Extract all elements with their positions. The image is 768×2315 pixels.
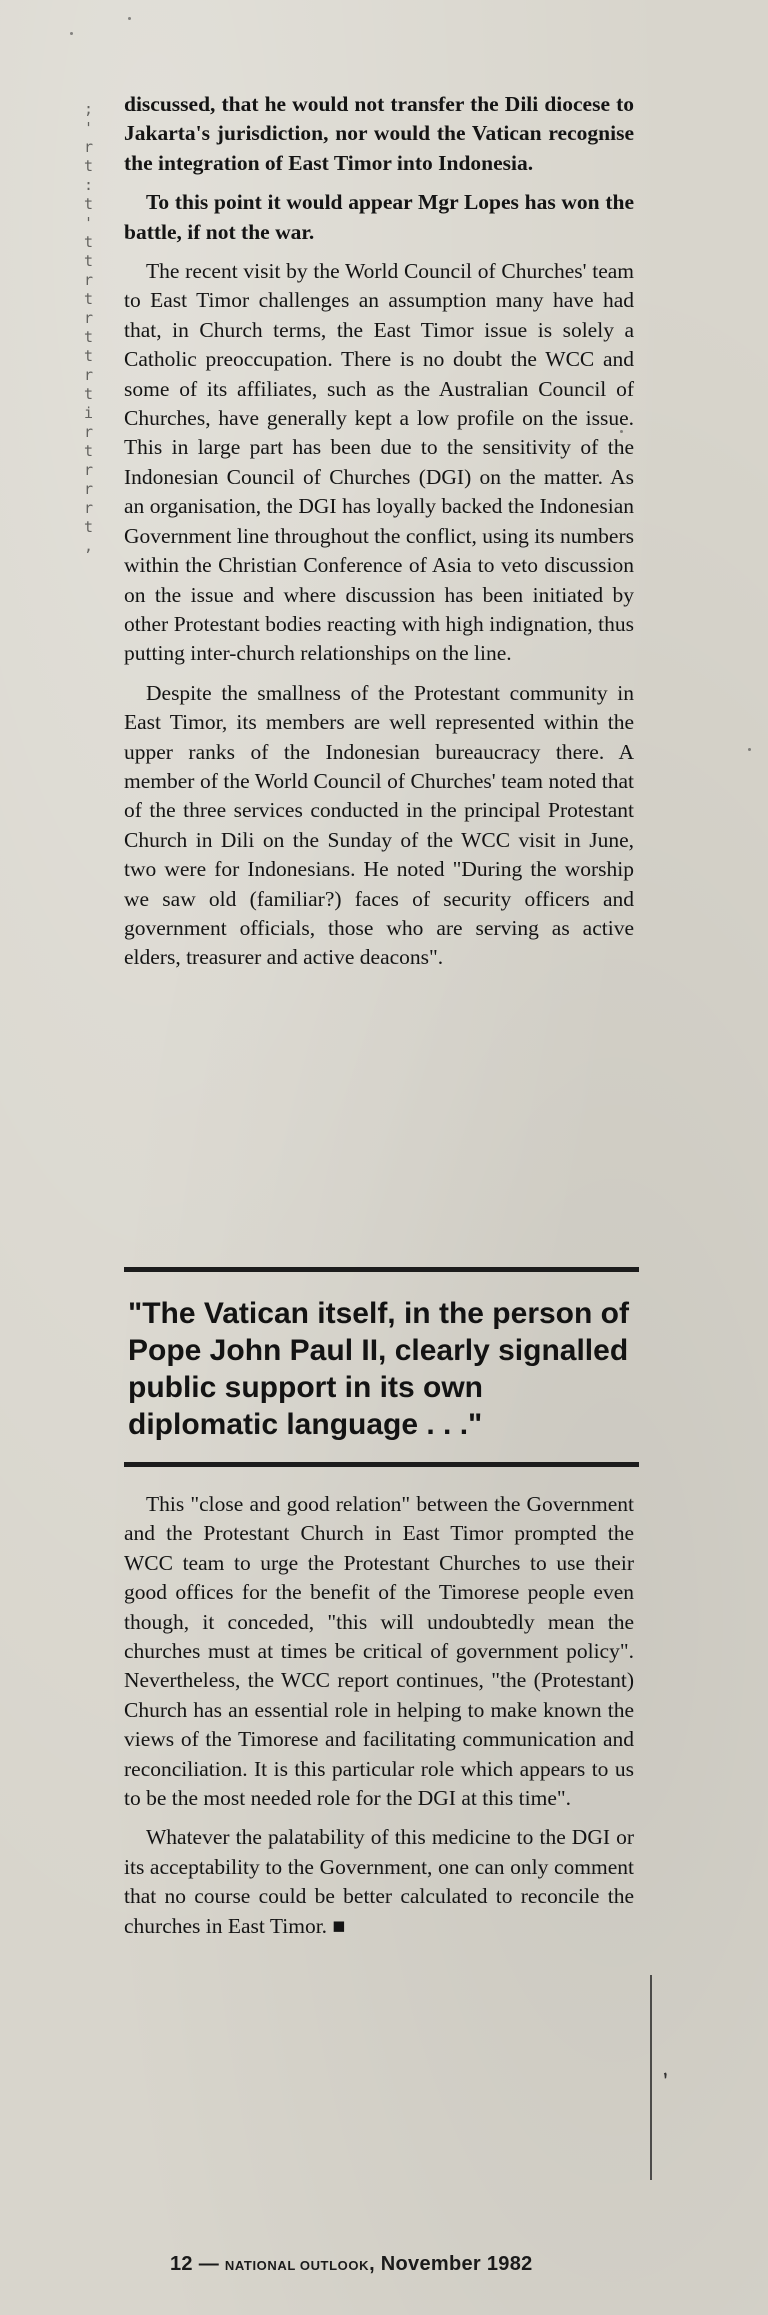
print-speck (620, 430, 623, 433)
paragraph-close-relation: This "close and good relation" between the Government and the Protestant Church in East Timor prompted the WCC team to urge the Protestant Churches to use their good offices for the benefit of the Timorese people even though, it conceded, "this will undoubtedly mean the churches must at times be critical of government policy". Nevertheless, the WCC report continues, "the (Protestant) Church has an essential role in helping to make known the views of the Timorese and facilitating communication and reconciliation. It is this particular role which appears to us to be the most needed role for the DGI at this time". (124, 1492, 634, 1811)
print-speck (70, 32, 73, 35)
paragraph-conclusion-text: Whatever the palatability of this medicine to the DGI or its acceptability to the Government, one can only comment that no course could be better calculated to reconcile the churches in East Timor. (124, 1825, 634, 1938)
footer-separator: — (198, 2253, 220, 2275)
page-footer: 12 — NATIONAL OUTLOOK, November 1982 (170, 2253, 533, 2275)
publication-name: NATIONAL OUTLOOK (224, 2258, 370, 2273)
paragraph-conclusion (124, 1823, 634, 1941)
article-column-bottom (124, 1490, 634, 1951)
issue-date: November 1982 (380, 2253, 533, 2275)
print-speck (128, 17, 131, 20)
page-number: 12 (170, 2253, 193, 2275)
end-mark: ■ (332, 1913, 346, 1938)
pullquote-rule-top (124, 1267, 639, 1272)
paragraph-mgr-lopes: To this point it would appear Mgr Lopes has won the battle, if not the war. (124, 190, 634, 244)
paragraph-protestant-community: Despite the smallness of the Protestant community in East Timor, its members are well represented within the upper ranks of the Indonesian bureaucracy there. A member of the World Council of Churches' team noted that of the three services conducted in the principal Protestant Church in Dili on the Sunday of the WCC visit in June, two were for Indonesians. He noted "During the worship we saw old (familiar?) faces of security officers and government officials, those who are serving as active elders, treasurer and active deacons". (124, 680, 634, 970)
pull-quote: "The Vatican itself, in the person of Pope John Paul II, clearly signalled public support in its own diplomatic language . . ." (128, 1297, 629, 1441)
paragraph-opening: discussed, that he would not transfer the Dili diocese to Jakarta's jurisdiction, nor would the Vatican recognise the integration of East Timor into Indonesia. (124, 92, 634, 175)
pullquote-rule-bottom (124, 1462, 639, 1467)
gutter-print-marks: ; ' r t : t ' t t r t r t t r t i r t r r r t , (84, 100, 94, 555)
paragraph-wcc-visit: The recent visit by the World Council of Churches' team to East Timor challenges an assumption many have had that, in Church terms, the East Timor issue is solely a Catholic preoccupation. There is no doubt the WCC and some of its affiliates, such as the Australian Council of Churches, have generally kept a low profile on the issue. This in large part has been due to the sensitivity of the Indonesian Council of Churches (DGI) on the matter. As an organisation, the DGI has loyally backed the Indonesian Government line throughout the conflict, using its numbers within the Christian Conference of Asia to veto discussion on the issue and where discussion has been initiated by other Protestant bodies reacting with high indignation, thus putting inter-church relationships on the line. (124, 259, 634, 666)
article-column-top (124, 90, 634, 983)
margin-line-right (650, 1975, 652, 2180)
margin-tick-mark: , (655, 2056, 672, 2083)
print-speck (748, 748, 751, 751)
